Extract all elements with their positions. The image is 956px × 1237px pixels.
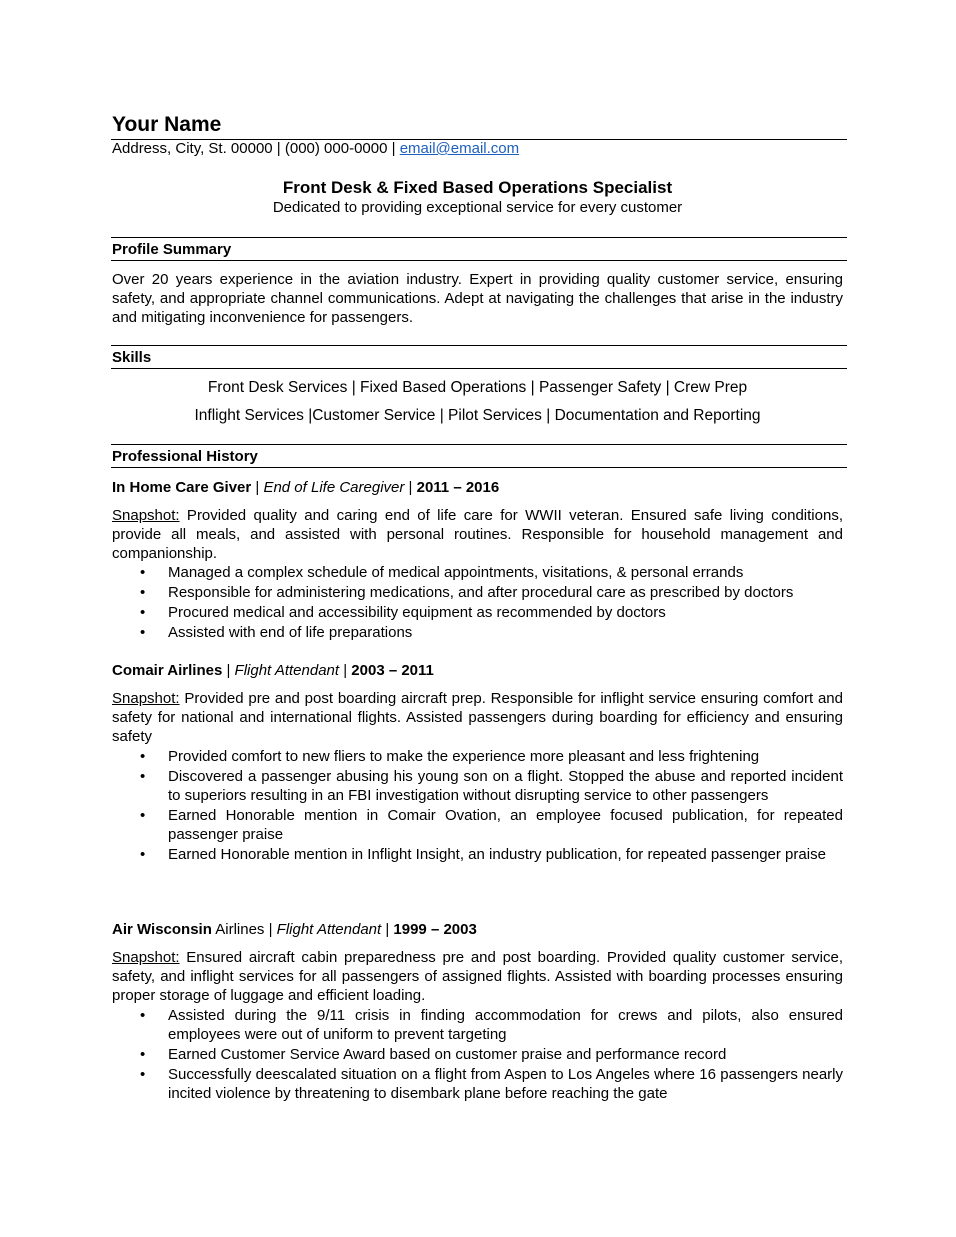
contact-line — [112, 140, 519, 157]
bullet-icon: • — [140, 807, 146, 825]
list-item — [112, 623, 843, 642]
job-separator: | — [222, 662, 235, 679]
bullet-text: Provided comfort to new fliers to make the experience more pleasant and less frightening — [168, 748, 760, 765]
job-dates: 2003 – 2011 — [351, 662, 434, 679]
resume-tagline: Dedicated to providing exceptional service for every customer — [272, 199, 683, 216]
skills-line-1: Front Desk Services | Fixed Based Operations | Passenger Safety | Crew Prep — [207, 379, 748, 396]
profile-summary-text: Over 20 years experience in the aviation industry. Expert in providing quality customer service, ensuring safety, and appropriate channel communications. Adept at navigating the challenges that arise in the industry and mitigating inconvenience for passengers. — [112, 271, 843, 327]
list-item — [112, 747, 843, 766]
snapshot-text: Provided pre and post boarding aircraft prep. Responsible for inflight service ensuring comfort and safety for national and international flights. Assisted passengers during boarding for efficiency and ensuring safety — [112, 690, 843, 746]
bullet-text: Successfully deescalated situation on a flight from Aspen to Los Angeles where 16 passengers nearly incited violence by threatening to disembark plane before reaching the gate — [168, 1066, 843, 1103]
job-employer-suffix: Airlines — [211, 921, 265, 938]
list-item — [112, 563, 843, 582]
list-item — [112, 845, 843, 864]
job-role: End of Life Caregiver — [263, 479, 405, 496]
bullet-icon: • — [140, 748, 146, 765]
job-bullet-list — [112, 563, 843, 642]
bullet-text: Responsible for administering medications, and after procedural care as prescribed by doctors — [168, 584, 794, 601]
job-employer: Air Wisconsin — [112, 921, 212, 938]
job-dates: 2011 – 2016 — [416, 479, 500, 496]
list-item — [112, 767, 843, 805]
snapshot-label: Snapshot: — [112, 949, 180, 966]
snapshot-text: Provided quality and caring end of life care for WWII veteran. Ensured safe living conditions, provide all meals, and assisted with personal routines. Responsible for household management and companionship. — [112, 507, 843, 563]
job-employer: In Home Care Giver — [112, 479, 252, 496]
bullet-text: Procured medical and accessibility equipment as recommended by doctors — [168, 604, 666, 621]
bullet-icon: • — [140, 604, 146, 621]
bullet-icon: • — [140, 624, 146, 641]
bullet-icon: • — [140, 846, 146, 864]
profile-bottom-rule — [111, 260, 847, 261]
bullet-icon: • — [140, 1066, 146, 1084]
job-role: Flight Attendant — [234, 662, 340, 679]
job-separator: | — [404, 479, 417, 496]
bullet-text: Managed a complex schedule of medical appointments, visitations, & personal errands — [168, 564, 744, 581]
snapshot-text: Ensured aircraft cabin preparedness pre and post boarding. Provided quality customer service, safety, and inflight services for all passengers of assigned flights. Assisted with boarding processes ensuring proper storage of luggage and efficient loading. — [112, 949, 843, 1005]
bullet-text: Earned Customer Service Award based on customer praise and performance record — [168, 1046, 727, 1064]
job-separator: | — [251, 479, 264, 496]
bullet-text: Earned Honorable mention in Inflight Insight, an industry publication, for repeated passenger praise — [168, 846, 826, 864]
bullet-text: Earned Honorable mention in Comair Ovation, an employee focused publication, for repeated passenger praise — [168, 807, 843, 844]
job-separator: | — [339, 662, 352, 679]
list-item — [112, 1045, 843, 1064]
skills-line-2: Inflight Services |Customer Service | Pilot Services | Documentation and Reporting — [194, 407, 761, 424]
bullet-icon: • — [140, 1007, 146, 1024]
resume-headline: Front Desk & Fixed Based Operations Specialist — [282, 178, 673, 197]
bullet-text: Discovered a passenger abusing his young son on a flight. Stopped the abuse and reported incident to superiors resulting in an FBI investigation without disrupting service to other passengers — [168, 768, 843, 805]
job-bullet-list — [112, 747, 843, 865]
snapshot-label: Snapshot: — [112, 507, 180, 524]
job-dates: 1999 – 2003 — [393, 921, 477, 938]
contact-details: Address, City, St. 00000 | (000) 000-0000 | — [112, 140, 396, 157]
bullet-icon: • — [140, 584, 146, 601]
job-bullet-list — [112, 1006, 843, 1104]
skills-bottom-rule — [111, 368, 847, 369]
job-role: Flight Attendant — [276, 921, 382, 938]
job-heading — [112, 662, 434, 679]
list-item — [112, 1006, 843, 1044]
job-snapshot — [112, 689, 843, 747]
bullet-icon: • — [140, 564, 146, 581]
bullet-text: Assisted with end of life preparations — [168, 624, 413, 641]
skills-heading: Skills — [112, 349, 152, 366]
skills-top-rule — [111, 345, 847, 346]
profile-summary-heading: Profile Summary — [112, 241, 232, 258]
list-item — [112, 1065, 843, 1103]
history-bottom-rule — [111, 467, 847, 468]
candidate-name: Your Name — [112, 113, 222, 136]
job-separator: | — [381, 921, 394, 938]
bullet-text: Assisted during the 9/11 crisis in finding accommodation for crews and pilots, also ensured employees were out of uniform to prevent targeting — [168, 1007, 843, 1044]
history-top-rule — [111, 444, 847, 445]
job-snapshot — [112, 506, 843, 564]
list-item — [112, 806, 843, 844]
email-link[interactable]: email@email.com — [399, 140, 520, 157]
snapshot-label: Snapshot: — [112, 690, 180, 707]
job-heading — [112, 921, 477, 938]
job-separator: | — [264, 921, 277, 938]
list-item — [112, 583, 843, 602]
job-employer: Comair Airlines — [112, 662, 223, 679]
professional-history-heading: Professional History — [112, 448, 258, 465]
bullet-icon: • — [140, 1046, 146, 1064]
list-item — [112, 603, 843, 622]
bullet-icon: • — [140, 768, 146, 785]
job-heading — [112, 479, 499, 496]
profile-top-rule — [111, 237, 847, 238]
job-snapshot — [112, 948, 843, 1006]
